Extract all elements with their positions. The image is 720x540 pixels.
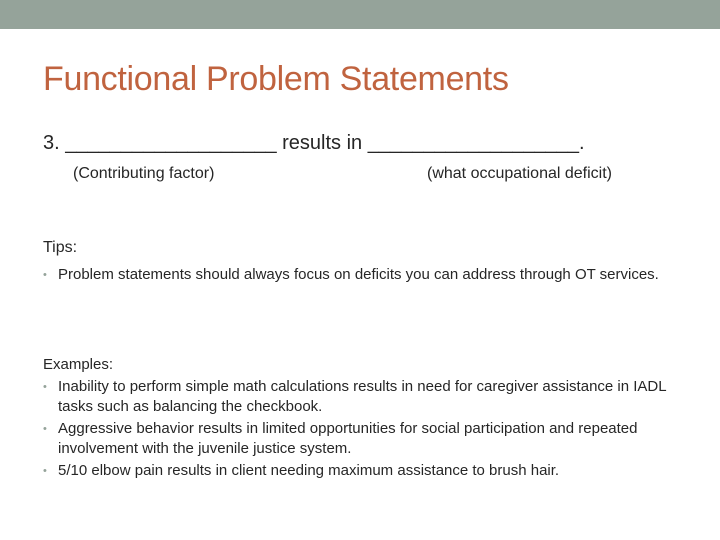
slide-title: Functional Problem Statements: [43, 60, 509, 98]
bullet-icon: •: [43, 269, 47, 281]
statement-template: 3. ___________________ results in ___________________.: [43, 132, 585, 154]
top-decor-band: [0, 0, 720, 29]
bullet-icon: •: [43, 381, 47, 393]
tip-item: [43, 265, 663, 285]
tips-list: [43, 265, 663, 287]
bullet-icon: •: [43, 465, 47, 477]
occupational-deficit-label: (what occupational deficit): [427, 165, 612, 182]
examples-list: [43, 377, 683, 483]
example-item: [43, 419, 683, 459]
tip-text: Problem statements should always focus on deficits you can address through OT services.: [58, 266, 659, 283]
tips-heading: Tips:: [43, 239, 78, 256]
example-text: 5/10 elbow pain results in client needing maximum assistance to brush hair.: [58, 462, 560, 479]
bullet-icon: •: [43, 423, 47, 435]
contributing-factor-label: (Contributing factor): [73, 165, 215, 182]
examples-heading: Examples:: [43, 356, 114, 373]
example-text: Inability to perform simple math calculations results in need for caregiver assistance in IADL tasks such as balancing the checkbook.: [58, 378, 667, 415]
example-item: [43, 461, 683, 481]
example-item: [43, 377, 683, 417]
example-text: Aggressive behavior results in limited opportunities for social participation and repeated involvement with the juvenile justice system.: [58, 420, 638, 457]
